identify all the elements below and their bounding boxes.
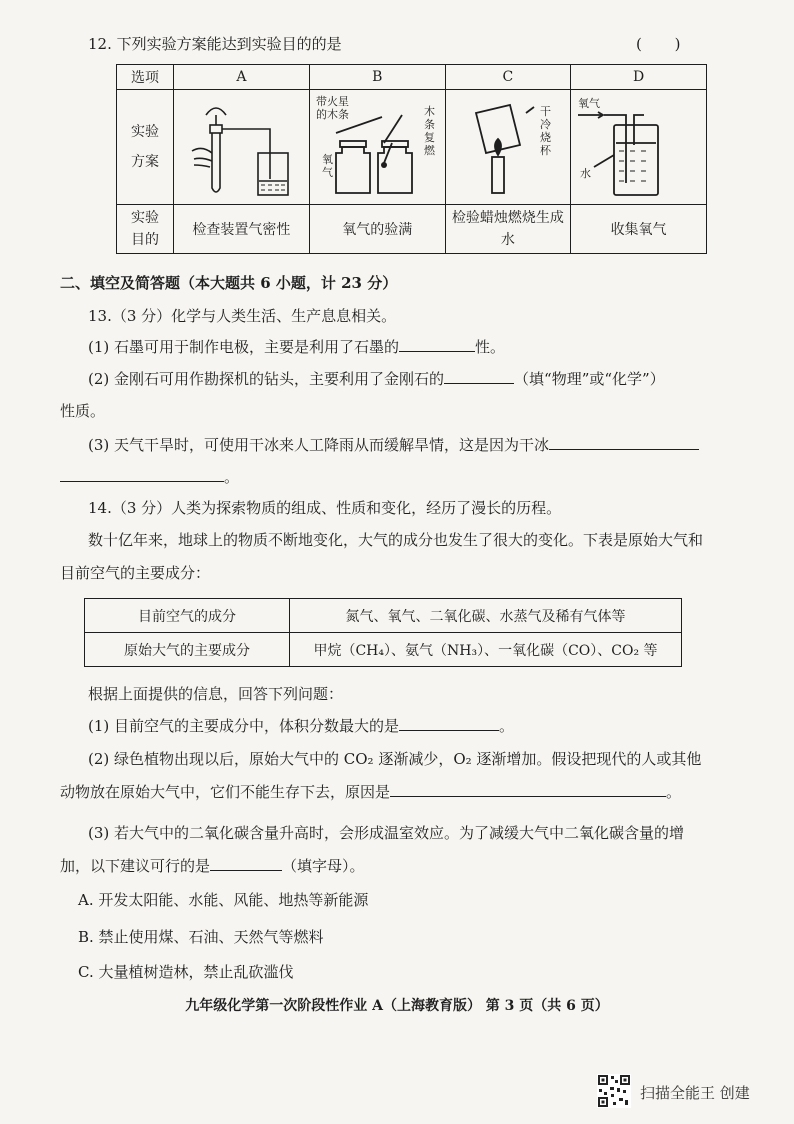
- b-relight-label-1: 木: [424, 105, 436, 118]
- q13-part3-end: 。: [224, 468, 240, 486]
- atmosphere-row-current: [85, 599, 682, 633]
- scanner-watermark: 扫描全能王 创建: [640, 1084, 750, 1102]
- c-label-3: 烧: [539, 131, 551, 144]
- q14-intro-1: 数十亿年来，地球上的物质不断地变化，大气的成分也发生了很大的变化。下表是原始大气和: [88, 531, 704, 549]
- qr-code-icon: [597, 1074, 631, 1108]
- b-splint-label-line2: 的木条: [316, 108, 350, 121]
- oxygen-collection-figure: [574, 93, 704, 201]
- scheme-label: 实验方案: [131, 124, 159, 170]
- q14-option-b: B. 禁止使用煤、石油、天然气等燃料: [78, 928, 324, 946]
- q14-blank-3[interactable]: [210, 855, 282, 871]
- option-b-header: B: [309, 65, 445, 90]
- b-gas-label-2: 气: [322, 166, 334, 179]
- q13-blank-3a[interactable]: [549, 434, 699, 450]
- option-c-goal: [445, 205, 570, 254]
- c-label-4: 杯: [539, 144, 551, 157]
- b-relight-label-2: 条: [424, 118, 436, 131]
- q13-part1-text: (1) 石墨可用于制作电极，主要是利用了石墨的: [88, 338, 400, 356]
- option-a-figure: [174, 90, 310, 205]
- scheme-label-cell: [117, 90, 174, 205]
- q14-part1-end: 。: [499, 717, 515, 735]
- q14-stem: 14.（3 分）人类为探索物质的组成、性质和变化，经历了漫长的历程。: [88, 499, 562, 517]
- q13-part2-text: (2) 金刚石可用作勘探机的钻头，主要利用了金刚石的: [88, 370, 445, 388]
- c-label-1: 干: [539, 105, 551, 118]
- primitive-air-value: 甲烷（CH₄）、氨气（NH₃）、一氧化碳（CO）、CO₂ 等: [290, 633, 682, 667]
- b-splint-label-line1: 带火星: [316, 95, 350, 108]
- q13-blank-2[interactable]: [444, 368, 514, 384]
- q14-blank-1[interactable]: [399, 715, 499, 731]
- option-d-goal: 收集氧气: [571, 205, 707, 254]
- d-gas-label: 氧气: [577, 97, 600, 110]
- primitive-air-label: 原始大气的主要成分: [85, 633, 290, 667]
- option-d-figure: [571, 90, 707, 205]
- q14-option-a: A. 开发太阳能、水能、风能、地热等新能源: [78, 891, 369, 909]
- q12-answer-bracket: ( ): [636, 35, 695, 53]
- q13-stem: 13.（3 分）化学与人类生活、生产息息相关。: [88, 307, 397, 325]
- b-gas-label-1: 氧: [322, 153, 334, 166]
- goal-label-cell: [117, 205, 174, 254]
- q13-part3: [88, 434, 699, 455]
- c-label-2: 冷: [539, 118, 551, 131]
- q13-part3-cont: [60, 466, 239, 487]
- option-d-header: D: [571, 65, 707, 90]
- oxygen-full-test-figure: [312, 93, 442, 201]
- option-b-goal: 氧气的验满: [309, 205, 445, 254]
- option-c-goal-text: 检验蜡烛燃烧生成水: [451, 210, 564, 248]
- q14-part2-cont: [60, 781, 681, 802]
- atmosphere-table: [84, 598, 682, 667]
- current-air-label: 目前空气的成分: [85, 599, 290, 633]
- d-water-label: 水: [579, 167, 591, 180]
- option-a-goal: 检查装置气密性: [174, 205, 310, 254]
- option-c-header: C: [445, 65, 570, 90]
- q13-part2-cont: 性质。: [60, 402, 106, 420]
- q14-part3: (3) 若大气中的二氧化碳含量升高时，会形成温室效应。为了减缓大气中二氧化碳含量的增: [88, 824, 685, 842]
- q14-part1-text: (1) 目前空气的主要成分中，体积分数最大的是: [88, 717, 400, 735]
- q12-experiment-table: [116, 64, 707, 254]
- header-label-cell: 选项: [117, 65, 174, 90]
- b-relight-label-3: 复: [424, 131, 436, 144]
- q13-blank-1[interactable]: [399, 336, 475, 352]
- airtightness-apparatus-figure: [176, 93, 306, 201]
- option-c-figure: [445, 90, 570, 205]
- goal-label: 实验目的: [131, 210, 159, 248]
- option-a-header: A: [174, 65, 310, 90]
- b-relight-label-4: 燃: [424, 144, 436, 157]
- q14-part2-end: 。: [666, 783, 682, 801]
- q13-blank-3b[interactable]: [60, 466, 224, 482]
- q14-part3-text: 加，以下建议可行的是: [60, 857, 211, 875]
- q14-lead: 根据上面提供的信息，回答下列问题：: [88, 685, 344, 703]
- section-2-title: 二、填空及简答题（本大题共 6 小题，计 23 分）: [60, 274, 398, 292]
- q13-part2: [88, 368, 665, 389]
- q14-part2-text: 动物放在原始大气中，它们不能生存下去，原因是: [60, 783, 391, 801]
- q13-part3-text: (3) 天气干旱时，可使用干冰来人工降雨从而缓解旱情，这是因为干冰: [88, 436, 550, 454]
- atmosphere-row-primitive: [85, 633, 682, 667]
- current-air-value: 氮气、氧气、二氧化碳、水蒸气及稀有气体等: [290, 599, 682, 633]
- q12-stem: 12. 下列实验方案能达到实验目的的是: [88, 35, 342, 53]
- q14-blank-2[interactable]: [390, 781, 666, 797]
- q14-option-c: C. 大量植树造林，禁止乱砍滥伐: [78, 963, 294, 981]
- q13-part2-note: （填“物理”或“化学”）: [514, 370, 665, 388]
- q13-part1: [88, 336, 505, 357]
- q14-intro-2: 目前空气的主要成分：: [60, 564, 211, 582]
- option-b-figure: [309, 90, 445, 205]
- q13-part1-end: 性。: [475, 338, 506, 356]
- page-footer: 九年级化学第一次阶段性作业 A（上海教育版） 第 3 页（共 6 页）: [185, 998, 609, 1014]
- q14-part2: (2) 绿色植物出现以后，原始大气中的 CO₂ 逐渐减少，O₂ 逐渐增加。假设把现代的人或其他: [88, 750, 702, 768]
- candle-beaker-figure: [448, 93, 568, 201]
- q14-part3-note: （填字母）。: [282, 857, 365, 875]
- q14-part1: [88, 715, 514, 736]
- q14-part3-cont: [60, 855, 365, 876]
